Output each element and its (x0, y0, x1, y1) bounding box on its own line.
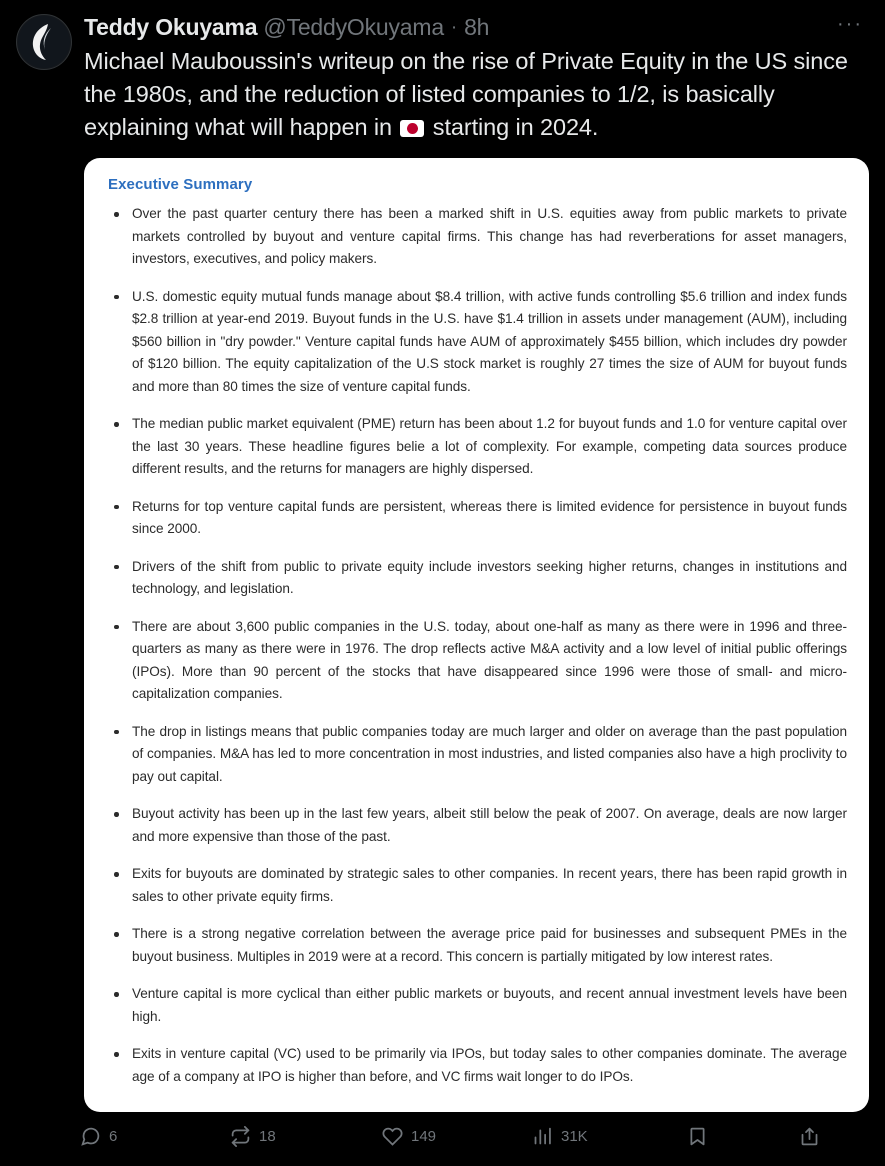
card-bullet-list (106, 203, 847, 1088)
bookmark-icon (687, 1126, 708, 1147)
reply-button[interactable] (80, 1126, 230, 1147)
list-item: U.S. domestic equity mutual funds manage about $8.4 trillion, with active funds controlling $5.6 trillion and index funds $2.8 trillion at year-end 2019. Buyout funds in the U.S. have $1.4 trillion in assets under management (AUM), including $560 billion in "dry powder." Venture capital funds have AUM of approximately $455 billion, which includes dry powder of $120 billion. The equity capitalization of the U.S stock market is roughly 27 times the size of AUM for buyout funds and more than 80 times the size of venture capital funds. (106, 286, 847, 399)
list-item: Returns for top venture capital funds are persistent, whereas there is limited evidence for persistence in buyout funds since 2000. (106, 496, 847, 541)
tweet-body (74, 10, 869, 1112)
list-item: Exits in venture capital (VC) used to be primarily via IPOs, but today sales to other companies dominate. The average age of a company at IPO is higher than before, and VC firms wait longer to do IPOs. (106, 1043, 847, 1088)
avatar-logo-icon (18, 16, 70, 68)
share-button[interactable] (799, 1126, 828, 1147)
avatar[interactable] (16, 14, 72, 70)
avatar-column (16, 10, 74, 1112)
reply-icon (80, 1126, 101, 1147)
tweet-header (84, 10, 869, 39)
list-item: Over the past quarter century there has been a marked shift in U.S. equities away from public markets to private markets controlled by buyout and venture capital firms. This change has had reverberations for asset managers, investors, executives, and policy makers. (106, 203, 847, 271)
handle[interactable]: @TeddyOkuyama (263, 14, 444, 40)
share-icon (799, 1126, 820, 1147)
tweet-text-part1: Michael Mauboussin's writeup on the rise of Private Equity in the US since the 1980s, and the reduction of listed companies to 1/2, is basically explaining what will happen in (84, 48, 848, 140)
reply-count: 6 (109, 1128, 118, 1145)
list-item: There is a strong negative correlation between the average price paid for businesses and subsequent PMEs in the buyout business. Multiples in 2019 were at a record. This concern is partially mitigated by low interest rates. (106, 923, 847, 968)
list-item: The drop in listings means that public companies today are much larger and older on average than the past population of companies. M&A has led to more concentration in most industries, and listed companies also have a high proclivity to pay out capital. (106, 721, 847, 789)
tweet-text-part2: starting in 2024. (426, 114, 599, 140)
quoted-document-card[interactable] (84, 158, 869, 1112)
repost-icon (230, 1126, 251, 1147)
views-button[interactable] (532, 1126, 687, 1147)
display-name[interactable]: Teddy Okuyama (84, 14, 258, 40)
separator: · (450, 17, 458, 38)
like-count: 149 (411, 1128, 437, 1145)
heart-icon (382, 1126, 403, 1147)
like-button[interactable] (382, 1126, 532, 1147)
timestamp[interactable]: 8h (464, 14, 490, 40)
repost-button[interactable] (230, 1126, 382, 1147)
list-item: Drivers of the shift from public to private equity include investors seeking higher returns, changes in institutions and technology, and legislation. (106, 556, 847, 601)
list-item: There are about 3,600 public companies in the U.S. today, about one-half as many as there were in 1996 and three-quarters as many as there were in 1976. The drop reflects active M&A activity and a low level of initial public offerings (IPOs). More than 90 percent of the stocks that have disappeared since 1996 were those of small- and micro-capitalization companies. (106, 616, 847, 706)
flag-japan-icon (400, 120, 424, 137)
more-options-icon[interactable]: ··· (837, 13, 863, 35)
bookmark-button[interactable] (687, 1126, 799, 1147)
list-item: Exits for buyouts are dominated by strategic sales to other companies. In recent years, there has been rapid growth in sales to other private equity firms. (106, 863, 847, 908)
list-item: The median public market equivalent (PME) return has been about 1.2 for buyout funds and 1.0 for venture capital over the last 30 years. These headline figures belie a lot of complexity. For example, competing data sources produce different results, and the returns for managers are highly dispersed. (106, 413, 847, 481)
analytics-icon (532, 1126, 553, 1147)
list-item: Venture capital is more cyclical than either public markets or buyouts, and recent annual investment levels have been high. (106, 983, 847, 1028)
card-title: Executive Summary (108, 176, 253, 193)
tweet-actions (0, 1112, 885, 1157)
tweet-text (84, 45, 869, 144)
views-count: 31K (561, 1128, 588, 1145)
list-item: Buyout activity has been up in the last few years, albeit still below the peak of 2007. On average, deals are now larger and more expensive than those of the past. (106, 803, 847, 848)
repost-count: 18 (259, 1128, 276, 1145)
